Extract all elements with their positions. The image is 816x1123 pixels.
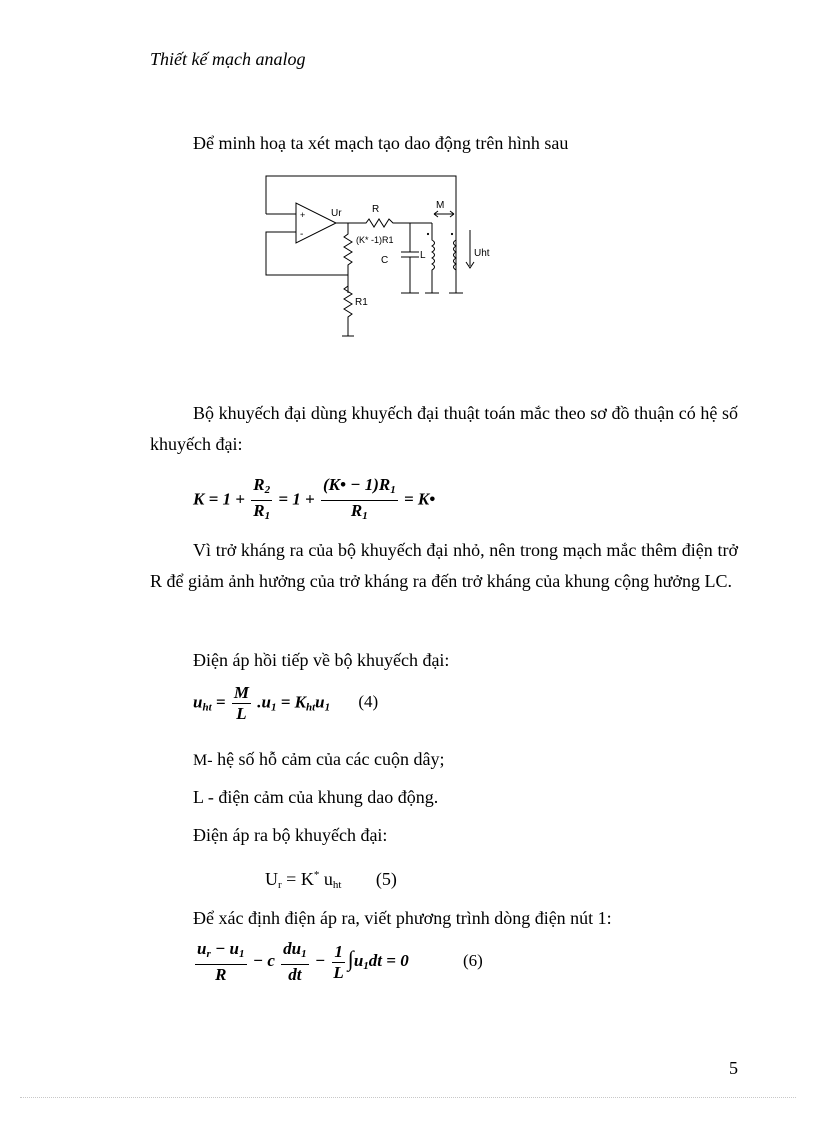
equation-number-6: (6) [462,950,483,970]
capacitor-c [401,223,419,293]
page-number: 5 [729,1058,738,1078]
equation-6: $\frac{u_r - u_1}{R}$ − c $\frac{du_1}{dt}$ − $\frac{1}{L}$ $\int u_1dt = 0$ (6) [197,939,483,984]
m-label: M [436,200,445,211]
resistor-r [336,219,432,227]
c-label: C [381,255,389,266]
minus-input-wire [266,232,348,275]
kr1-label: (K* -1)R1 [356,235,394,245]
resistance-paragraph: Vì trở kháng ra của bộ khuyếch đại nhỏ, nên trong mạch mắc thêm điện trở R để giảm ảnh hưởng của trở kháng ra đến trở kháng của khung cộng hưởng LC. [150,540,738,591]
minus-label: - [300,229,304,240]
r-label: R [372,204,380,215]
fraction-du-dt: $\frac{du_1}{dt}$ [283,939,307,984]
equation-5: $U_r = K^*$ $u_{ht}$ (5) [265,869,397,891]
gain-equation [193,476,435,525]
equation-number-5: (5) [375,869,397,889]
definition-l: L - điện cảm của khung dao động. [193,787,439,807]
fraction-r2-r1: $\frac{R_2}{R_1}$ [253,475,271,522]
output-voltage-label: Điện áp ra bộ khuyếch đại: [193,825,388,845]
definition-m: M- hệ số hỗ cảm của các cuộn dây; [193,749,445,769]
amplifier-paragraph: Bộ khuyếch đại dùng khuyếch đại thuật toán mắc theo sơ đồ thuận có hệ số khuyếch đại: [150,403,738,454]
oscillator-circuit-diagram [260,168,500,340]
eq-one-plus: = 1 + [208,489,245,509]
uht-label: Uht [474,248,490,259]
fraction-1-l: $\frac{1}{L}$ [333,941,344,982]
eq-k: K [193,489,205,509]
eq-result: = K• [403,489,436,509]
uht-arrow [466,230,474,268]
fraction-k-r1: $\frac{(K• - 1)R_1}{R_1}$ [322,475,396,522]
feedback-voltage-label: Điện áp hồi tiếp về bộ khuyếch đại: [193,650,450,670]
footer-divider [20,1097,796,1098]
eq-one-plus-2: = 1 + [278,489,315,509]
mutual-arrow [434,211,454,217]
fraction-m-l: $\frac{M}{L}$ [233,683,249,723]
fraction-ur-u1-r: $\frac{u_r - u_1}{R}$ [197,939,245,984]
ur-label: Ur [331,208,342,219]
equation-number-4: (4) [358,692,379,712]
equation-4: $u_{ht}$ = $\frac{M}{L}$ $.u_1 = K_{ht}u_1$ (4) [193,683,379,723]
intro-paragraph: Để minh hoạ ta xét mạch tạo dao động trên hình sau [193,133,569,153]
page-header: Thiết kế mạch analog [150,49,306,69]
r1-label: R1 [355,297,368,308]
inductor-l [432,223,435,293]
plus-label: + [300,210,306,220]
l-label: L [420,250,426,261]
node-equation-label: Để xác định điện áp ra, viết phương trình dòng điện nút 1: [193,908,612,928]
resistor-r1 [344,275,352,336]
